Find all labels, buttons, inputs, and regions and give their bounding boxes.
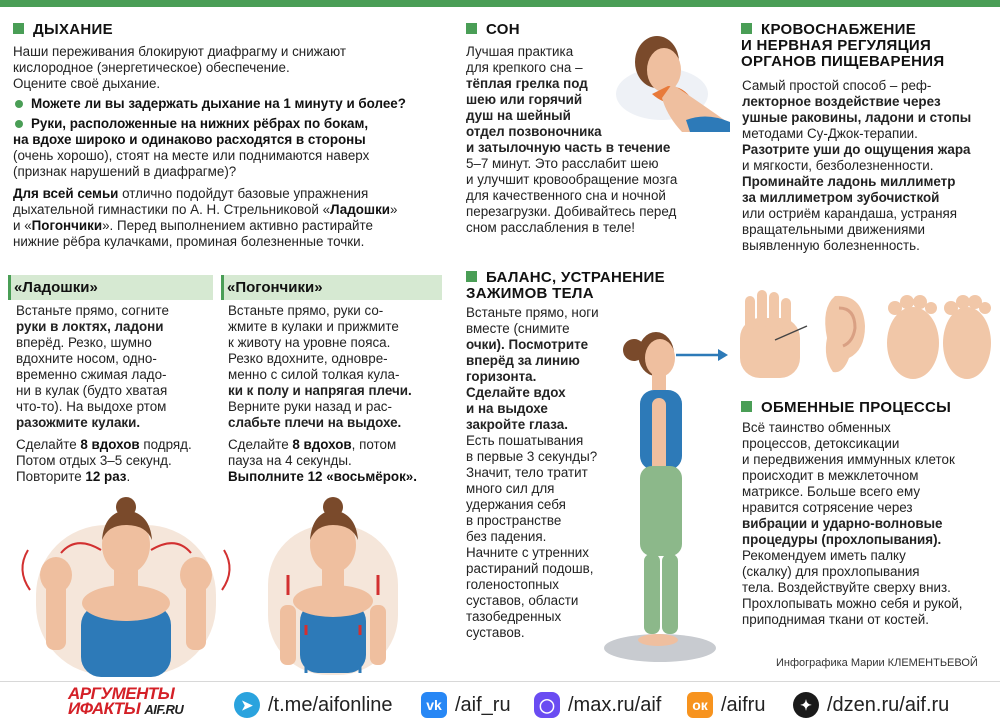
top-accent-bar [0, 0, 1000, 7]
pogonchiki-text: Встаньте прямо, руки со- жмите в кулаки и прижмите к животу на уровне пояса. Резко вдохните, одновре- менно с силой толкая кула- ки к полу и напрягая плечи. Верните руки назад и рас- слабьте плечи на выдохе. Сделайте 8 вдохов, потом пауза на 4 секунды. Выполните 12 «восьмёрок». [228, 303, 417, 484]
su-jok-illustration [735, 288, 997, 386]
ladoshki-text: Встаньте прямо, согните руки в локтях, ладони вперёд. Резко, шумно вдохните носом, одно- временно сжимая ладо- ни в кулак (будто хватая что-то). На выдохе ртом разожмите кулаки. Сделайте 8 вдохов подряд. Потом отдых 3–5 секунд. Повторите 12 раз. [16, 303, 192, 484]
metabolism-text: Всё таинство обменных процессов, детоксикации и передвижения иммунных клеток происходит в межклеточном матриксе. Больше всего ему нравится сотрясение через вибрации и ударно-волновые процедуры (прохлопывания). Рекомендуем иметь палку (скалку) для прохлопывания тела. Воздействуйте сверху вниз. Прохлопывать можно себя и рукой, приподнимая ткани от костей. [742, 420, 963, 627]
sleep-text: Лучшая практика для крепкого сна – тёплая грелка под шею или горячий душ на шейный отдел позвоночника и затылочную часть в течение 5–7 минут. Это расслабит шею и улучшит кровообращение мозга для качественного сна и ночной перезагрузки. Добивайтесь перед сном расслабления в теле! [466, 44, 678, 235]
hand-icon [740, 290, 807, 378]
breathing-title: ДЫХАНИЕ [13, 22, 113, 38]
balance-text: Встаньте прямо, ноги вместе (снимите очки). Посмотрите вперёд за линию горизонта. Сделайте вдох и на выдохе закройте глаза. Есть пошатывания в первые 3 секунды? Значит, тело тратит много сил для удержания себя в пространстве без падения. Начните с утренних растираний подошв, голеностопных суставов, области тазобедренных суставов. [466, 305, 599, 640]
credit-text: Инфографика Марии КЛЕМЕНТЬЕВОЙ [776, 657, 978, 669]
max-link[interactable]: ◯ /max.ru/aif [534, 692, 661, 718]
foot-icon [887, 295, 939, 379]
breathing-text: Наши переживания блокируют диафрагму и снижают кислородное (энергетическое) обеспечение. Оцените своё дыхание. Можете ли вы задержать дыхание на 1 минуту и более? Руки, расположенные на нижних рёбрах по бокам, на вдохе широко и одинаково расходятся в стороны (очень хорошо), стоят на месте или поднимаются наверх (признак нарушений в диафрагме)? Для всей семьи отлично подойдут базовые упражнения дыхательной гимнастики по А. Н. Стрельниковой «Ладошки» и «Погончики». Перед выполнением активно растирайте нижние рёбра кулачками, проминая болезненные точки. [13, 44, 406, 249]
dzen-link[interactable]: ✦ /dzen.ru/aif.ru [793, 692, 949, 718]
foot-icon [943, 295, 991, 379]
standing-woman-illustration [600, 318, 740, 674]
telegram-icon: ➤ [234, 692, 260, 718]
vk-link[interactable]: vk /aif_ru [421, 692, 511, 718]
ok-link[interactable]: ок /aifru [687, 692, 765, 718]
pogonchiki-label: «Погончики» [221, 275, 442, 300]
blood-text: Самый простой способ – реф- лекторное воздействие через ушные раковины, ладони и стопы методами Су-Джок-терапии. Разотрите уши до ощущения жара и мягкости, безболезненности. Проминайте ладонь миллиметр за миллиметром зубочисткой или остриём карандаша, устраняя вращательными движениями выявленную болезненность. [742, 78, 972, 253]
dzen-icon: ✦ [793, 692, 819, 718]
aif-logo[interactable]: АРГУМЕНТЫ ИФАКТЫ AIF.RU [68, 684, 184, 718]
metabolism-title: ОБМЕННЫЕ ПРОЦЕССЫ [741, 400, 951, 416]
ladoshki-illustration [6, 495, 238, 677]
blood-title: КРОВОСНАБЖЕНИЕ И НЕРВНАЯ РЕГУЛЯЦИЯ ОРГАНОВ ПИЩЕВАРЕНИЯ [741, 21, 945, 70]
sleep-illustration [612, 24, 732, 132]
balance-title: БАЛАНС, УСТРАНЕНИЕ ЗАЖИМОВ ТЕЛА [466, 269, 665, 302]
max-icon: ◯ [534, 692, 560, 718]
telegram-link[interactable]: ➤ /t.me/aifonline [234, 692, 393, 718]
ear-icon [825, 296, 865, 372]
odnoklassniki-icon: ок [687, 692, 713, 718]
pogonchiki-illustration [258, 495, 408, 677]
sleep-title: СОН [466, 22, 520, 38]
vk-icon: vk [421, 692, 447, 718]
ladoshki-label: «Ладошки» [8, 275, 213, 300]
